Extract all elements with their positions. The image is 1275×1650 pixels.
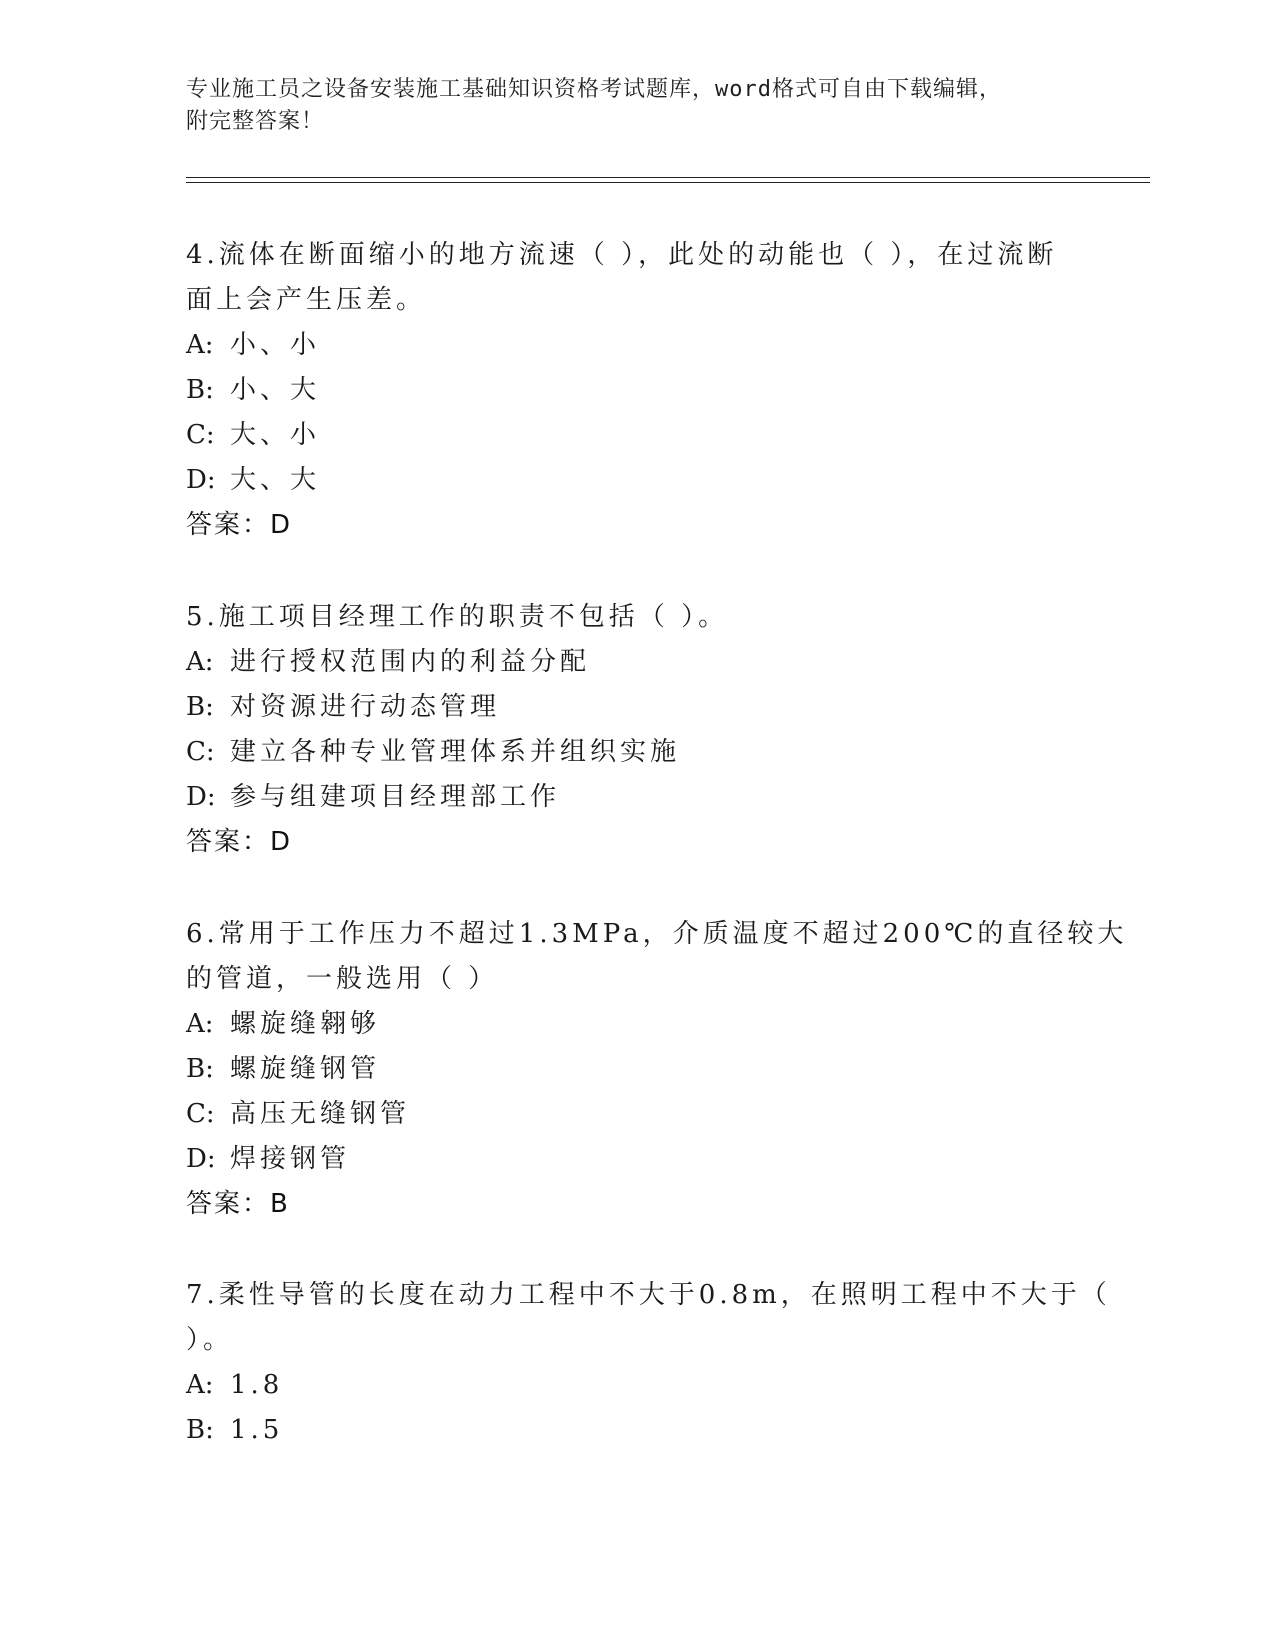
header-line: 专业施工员之设备安装施工基础知识资格考试题库，word格式可自由下载编辑， <box>186 77 1002 102</box>
option-c <box>186 1092 1066 1137</box>
option-label: B: <box>186 1415 214 1445</box>
option-label: B: <box>186 375 214 405</box>
option-label: C: <box>186 1099 215 1129</box>
question-text: ）。 <box>186 1325 234 1355</box>
option-label: A: <box>186 1009 214 1039</box>
question-text: 6.常用于工作压力不超过1.3MPa，介质温度不超过200℃的直径较大 <box>186 919 1128 949</box>
option-c <box>186 730 1066 775</box>
option-a <box>186 1002 1066 1047</box>
option-text: 焊接钢管 <box>230 1144 351 1174</box>
question-text: 4.流体在断面缩小的地方流速（ ），此处的动能也（ ），在过流断 <box>186 240 1058 270</box>
question-block <box>186 912 1128 1227</box>
header-line: 附完整答案！ <box>186 109 325 134</box>
option-label: C: <box>186 737 215 767</box>
option-a <box>186 323 1066 368</box>
question-block <box>186 233 1066 548</box>
option-text: 进行授权范围内的利益分配 <box>230 647 591 677</box>
option-a <box>186 640 1066 685</box>
question-text: 5.施工项目经理工作的职责不包括（ ）。 <box>186 602 729 632</box>
option-text: 小、小 <box>230 330 321 360</box>
option-a <box>186 1363 1066 1408</box>
option-label: A: <box>186 330 214 360</box>
option-label: A: <box>186 1370 214 1400</box>
answer-line: 答案：D <box>186 510 293 540</box>
answer-line: 答案：D <box>186 827 293 857</box>
option-b <box>186 368 1066 413</box>
option-d <box>186 775 1066 820</box>
option-label: B: <box>186 1054 214 1084</box>
option-label: D: <box>186 1144 216 1174</box>
option-text: 螺旋缝翱够 <box>230 1009 381 1039</box>
option-label: A: <box>186 647 214 677</box>
option-label: B: <box>186 692 214 722</box>
option-text: 小、大 <box>230 375 321 405</box>
option-text: 对资源进行动态管理 <box>230 692 501 722</box>
question-block <box>186 595 1066 865</box>
question-text: 的管道，一般选用（ ） <box>186 964 499 994</box>
option-label: D: <box>186 782 216 812</box>
option-text: 1.5 <box>230 1415 284 1445</box>
option-b <box>186 685 1066 730</box>
option-label: C: <box>186 420 215 450</box>
option-text: 高压无缝钢管 <box>230 1099 411 1129</box>
option-b <box>186 1408 1066 1453</box>
option-label: D: <box>186 465 216 495</box>
option-c <box>186 413 1066 458</box>
header-divider <box>186 182 1150 183</box>
option-text: 1.8 <box>230 1370 284 1400</box>
question-text: 7.柔性导管的长度在动力工程中不大于0.8m，在照明工程中不大于（ <box>186 1280 1111 1310</box>
answer-line: 答案：B <box>186 1189 290 1219</box>
option-b <box>186 1047 1066 1092</box>
option-d <box>186 458 1066 503</box>
option-text: 螺旋缝钢管 <box>230 1054 381 1084</box>
option-text: 大、大 <box>230 465 321 495</box>
option-d <box>186 1137 1066 1182</box>
option-text: 建立各种专业管理体系并组织实施 <box>230 737 681 767</box>
question-block <box>186 1273 1111 1453</box>
document-header <box>186 74 1066 138</box>
header-divider <box>186 177 1150 178</box>
question-text: 面上会产生压差。 <box>186 285 427 315</box>
option-text: 大、小 <box>230 420 321 450</box>
option-text: 参与组建项目经理部工作 <box>230 782 561 812</box>
